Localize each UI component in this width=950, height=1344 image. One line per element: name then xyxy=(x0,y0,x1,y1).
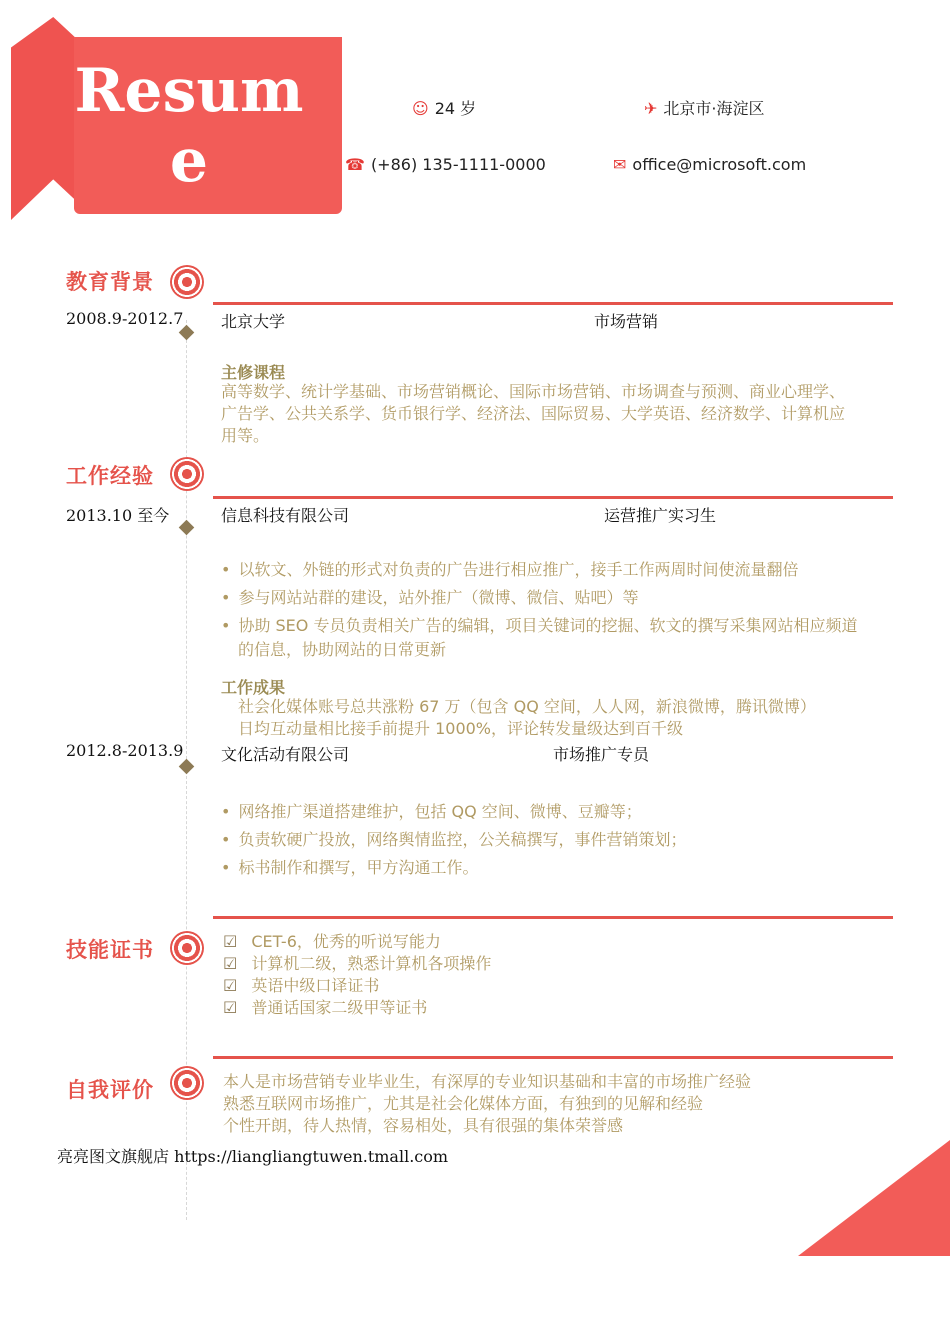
education-title: 教育背景 xyxy=(66,270,154,294)
section-rule xyxy=(213,302,893,305)
banner-fold-decoration xyxy=(11,17,75,220)
checkbox-icon: ☑ xyxy=(223,998,238,1017)
age-text: 24 岁 xyxy=(434,99,477,118)
bullet-dot: • xyxy=(221,588,231,607)
store-url[interactable]: https://liangliangtuwen.tmall.com xyxy=(174,1147,449,1166)
bullet-text: 参与网站站群的建设，站外推广（微博、微信、贴吧）等 xyxy=(238,588,639,607)
bullet-item xyxy=(221,800,901,824)
bullet-text: 以软文、外链的形式对负责的广告进行相应推广，接手工作两周时间使流量翻倍 xyxy=(238,560,799,579)
job-date: 2013.10 至今 xyxy=(66,506,170,525)
job-position: 运营推广实习生 xyxy=(604,506,717,525)
skill-text: 英语中级口译证书 xyxy=(251,976,380,995)
timeline-diamond xyxy=(179,759,195,775)
job-date: 2012.8-2013.9 xyxy=(66,741,184,760)
checkbox-icon: ☑ xyxy=(223,976,238,995)
bullet-text: 网络推广渠道搭建维护，包括 QQ 空间、微博、豆瓣等； xyxy=(238,802,642,821)
result-line: 社会化媒体账号总共涨粉 67 万（包含 QQ 空间，人人网，新浪微博，腾讯微博） xyxy=(238,697,816,716)
bullet-text-continued: 的信息，协助网站的日常更新 xyxy=(238,640,447,659)
skill-item xyxy=(223,975,491,997)
age-info xyxy=(412,96,476,119)
skills-title: 技能证书 xyxy=(66,938,154,962)
company-name: 信息科技有限公司 xyxy=(221,506,350,525)
courses-line: 广告学、公共关系学、货币银行学、经济法、国际贸易、大学英语、经济数学、计算机应 xyxy=(221,404,846,423)
bullet-dot: • xyxy=(221,858,231,877)
skill-item xyxy=(223,997,491,1019)
self-eval-line: 个性开朗，待人热情，容易相处，具有很强的集体荣誉感 xyxy=(223,1116,624,1135)
results-title: 工作成果 xyxy=(221,678,286,697)
results-list xyxy=(238,696,898,740)
self-eval-line: 本人是市场营销专业毕业生，有深厚的专业知识基础和丰富的市场推广经验 xyxy=(223,1072,752,1091)
email-text: office@microsoft.com xyxy=(632,155,807,174)
bullet-dot: • xyxy=(221,616,231,635)
bullet-text: 标书制作和撰写，甲方沟通工作。 xyxy=(238,858,479,877)
location-text: 北京市·海淀区 xyxy=(663,99,765,118)
bullet-item xyxy=(221,558,901,582)
bullet-item xyxy=(221,586,901,610)
store-name: 亮亮图文旗舰店 xyxy=(57,1147,170,1166)
major-name: 市场营销 xyxy=(594,312,659,331)
bullet-item xyxy=(221,856,901,880)
target-icon xyxy=(170,457,204,491)
self-eval-line: 熟悉互联网市场推广，尤其是社会化媒体方面，有独到的见解和经验 xyxy=(223,1094,704,1113)
bullet-dot: • xyxy=(221,830,231,849)
target-icon xyxy=(170,931,204,965)
footer-store-line xyxy=(57,1144,448,1167)
company-name: 文化活动有限公司 xyxy=(221,745,350,764)
bullet-text: 协助 SEO 专员负责相关广告的编辑，项目关键词的挖掘、软文的撰写采集网站相应频道 xyxy=(238,616,858,635)
education-date: 2008.9-2012.7 xyxy=(66,309,184,328)
plane-icon: ✈ xyxy=(644,99,658,118)
courses-list xyxy=(221,381,901,447)
banner-title: Resume xyxy=(74,56,304,196)
smile-icon: ☺ xyxy=(412,99,429,118)
phone-text: (+86) 135-1111-0000 xyxy=(370,155,546,174)
target-icon xyxy=(170,265,204,299)
bullet-item xyxy=(221,828,901,852)
courses-line: 用等。 xyxy=(221,426,270,445)
skill-item xyxy=(223,931,491,953)
timeline-diamond xyxy=(179,520,195,536)
section-rule xyxy=(213,916,893,919)
bullet-item xyxy=(221,614,901,638)
corner-decoration xyxy=(798,1140,950,1256)
courses-line: 高等数学、统计学基础、市场营销概论、国际市场营销、市场调查与预测、商业心理学、 xyxy=(221,382,846,401)
self-eval-title: 自我评价 xyxy=(66,1078,154,1102)
section-rule xyxy=(213,1056,893,1059)
skill-text: CET-6，优秀的听说写能力 xyxy=(251,932,441,951)
result-line: 日均互动量相比接手前提升 1000%，评论转发量级达到百千级 xyxy=(238,719,684,738)
skill-text: 计算机二级，熟悉计算机各项操作 xyxy=(251,954,492,973)
checkbox-icon: ☑ xyxy=(223,932,238,951)
skill-text: 普通话国家二级甲等证书 xyxy=(251,998,428,1017)
phone-icon: ☎ xyxy=(345,155,365,174)
section-rule xyxy=(213,496,893,499)
skill-item xyxy=(223,953,491,975)
bullet-text: 负责软硬广投放，网络舆情监控，公关稿撰写，事件营销策划； xyxy=(238,830,687,849)
location-info xyxy=(644,96,765,119)
bullet-dot: • xyxy=(221,802,231,821)
school-name: 北京大学 xyxy=(221,312,286,331)
skills-list xyxy=(223,931,491,1019)
work-title: 工作经验 xyxy=(66,464,154,488)
courses-title: 主修课程 xyxy=(221,363,286,382)
self-eval-text xyxy=(223,1071,893,1137)
job-position: 市场推广专员 xyxy=(553,745,650,764)
target-icon xyxy=(170,1066,204,1100)
bullet-dot: • xyxy=(221,560,231,579)
checkbox-icon: ☑ xyxy=(223,954,238,973)
phone-info xyxy=(345,155,546,174)
email-info xyxy=(613,155,806,174)
envelope-icon: ✉ xyxy=(613,155,627,174)
